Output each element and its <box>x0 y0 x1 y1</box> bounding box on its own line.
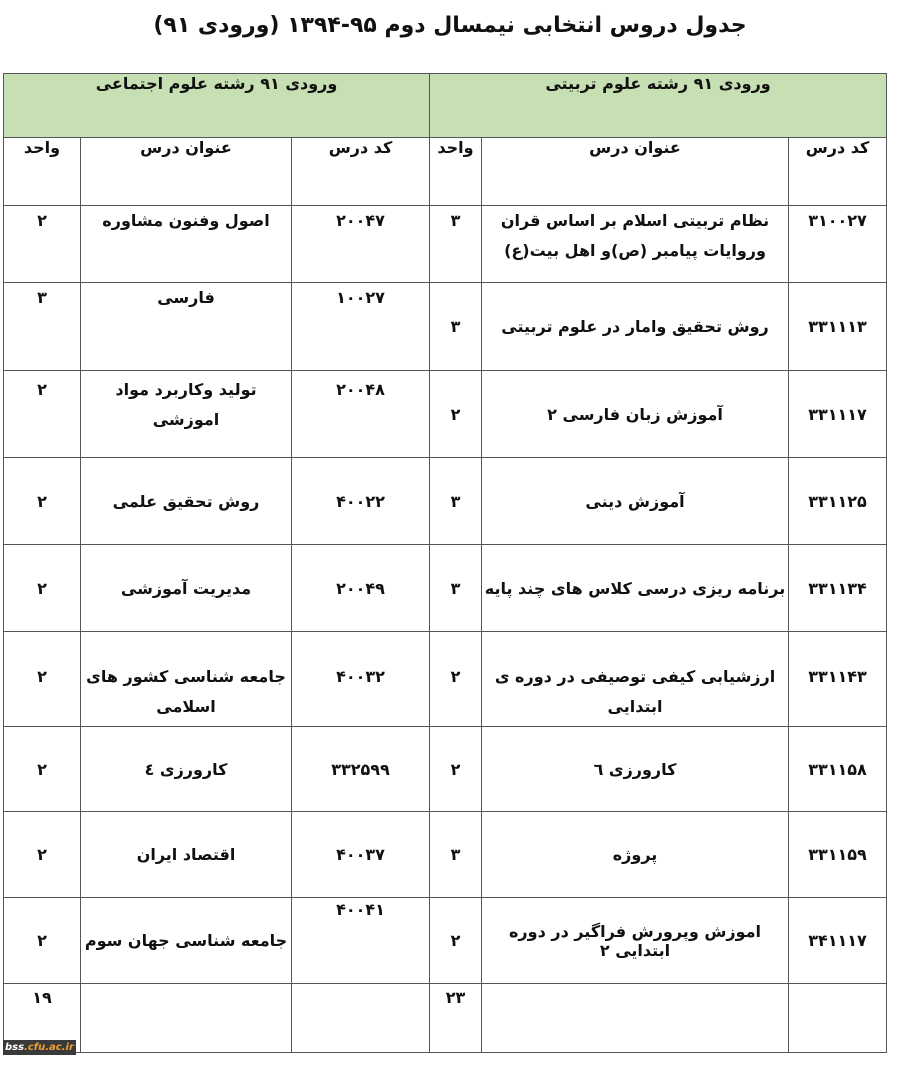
course-title: روش تحقیق وامار در علوم تربیتی <box>482 283 789 371</box>
group-header-row <box>4 74 887 138</box>
table-row <box>4 727 887 812</box>
course-title: فارسی <box>81 283 292 371</box>
total-units-social: ۱۹ <box>4 984 81 1053</box>
course-units: ۳ <box>4 283 81 371</box>
group-header-social-sciences: ورودی ۹۱ رشته علوم اجتماعی <box>4 74 430 138</box>
course-code: ۳۳۲۵۹۹ <box>292 727 430 812</box>
watermark-domain: .cfu.ac.ir <box>24 1042 74 1053</box>
course-code: ۲۰۰۴۷ <box>292 206 430 283</box>
course-units: ۳ <box>430 206 482 283</box>
col-header-code: کد درس <box>789 138 887 206</box>
course-title: نظام تربیتی اسلام بر اساس قران وروایات پیامبر (ص)و اهل بیت(ع) <box>482 206 789 283</box>
table-row <box>4 371 887 458</box>
course-code: ۴۰۰۴۱ <box>292 898 430 984</box>
course-title: ارزشیابی کیفی توصیفی در دوره ی ابتدایی <box>482 632 789 727</box>
col-header-title: عنوان درس <box>81 138 292 206</box>
course-title: مدیریت آموزشی <box>81 545 292 632</box>
course-code: ۴۰۰۳۷ <box>292 812 430 898</box>
totals-row <box>4 984 887 1053</box>
table-row <box>4 206 887 283</box>
table-row <box>4 283 887 371</box>
course-units: ۲ <box>430 371 482 458</box>
course-units: ۲ <box>4 632 81 727</box>
course-title: اقتصاد ایران <box>81 812 292 898</box>
course-title: آموزش زبان فارسی ۲ <box>482 371 789 458</box>
course-units: ۳ <box>430 458 482 545</box>
course-title: تولید وکاربرد مواد اموزشی <box>81 371 292 458</box>
course-code: ۳۱۰۰۲۷ <box>789 206 887 283</box>
course-title: آموزش دینی <box>482 458 789 545</box>
course-code: ۳۳۱۱۱۳ <box>789 283 887 371</box>
course-units: ۲ <box>4 458 81 545</box>
course-units: ۳ <box>430 812 482 898</box>
site-watermark <box>3 1040 76 1055</box>
course-code: ۳۳۱۱۴۳ <box>789 632 887 727</box>
total-units-educational: ۲۳ <box>430 984 482 1053</box>
course-code: ۳۳۱۱۵۹ <box>789 812 887 898</box>
course-title: جامعه شناسی کشور های اسلامی <box>81 632 292 727</box>
column-header-row <box>4 138 887 206</box>
course-title: برنامه ریزی درسی کلاس های چند پایه <box>482 545 789 632</box>
course-schedule-table <box>3 73 887 1053</box>
course-units: ۲ <box>4 545 81 632</box>
empty-cell <box>292 984 430 1053</box>
course-units: ۳ <box>430 545 482 632</box>
course-code: ۳۳۱۱۵۸ <box>789 727 887 812</box>
course-code: ۲۰۰۴۸ <box>292 371 430 458</box>
course-code: ۳۴۱۱۱۷ <box>789 898 887 984</box>
course-units: ۲ <box>430 632 482 727</box>
table-row <box>4 898 887 984</box>
table-row <box>4 458 887 545</box>
group-header-educational-sciences: ورودی ۹۱ رشته علوم تربیتی <box>430 74 887 138</box>
empty-cell <box>81 984 292 1053</box>
course-title: پروژه <box>482 812 789 898</box>
course-title: کارورزی ٤ <box>81 727 292 812</box>
course-units: ۲ <box>430 898 482 984</box>
course-code: ۳۳۱۱۳۴ <box>789 545 887 632</box>
course-units: ۲ <box>4 371 81 458</box>
course-code: ۳۳۱۱۲۵ <box>789 458 887 545</box>
course-code: ۳۳۱۱۱۷ <box>789 371 887 458</box>
course-code: ۴۰۰۲۲ <box>292 458 430 545</box>
course-units: ۲ <box>4 727 81 812</box>
course-title: جامعه شناسی جهان سوم <box>81 898 292 984</box>
page-title: جدول دروس انتخابی نیمسال دوم ۹۵-۱۳۹۴ (ورودی ۹۱) <box>153 13 747 38</box>
course-title: اصول وفنون مشاوره <box>81 206 292 283</box>
empty-cell <box>789 984 887 1053</box>
course-units: ۲ <box>4 206 81 283</box>
course-units: ۲ <box>4 812 81 898</box>
col-header-title: عنوان درس <box>482 138 789 206</box>
course-units: ۲ <box>4 898 81 984</box>
course-code: ۱۰۰۲۷ <box>292 283 430 371</box>
course-title: اموزش وپرورش فراگیر در دوره ابتدایی ۲ <box>482 898 789 984</box>
col-header-code: کد درس <box>292 138 430 206</box>
course-title: روش تحقیق علمی <box>81 458 292 545</box>
course-code: ۲۰۰۴۹ <box>292 545 430 632</box>
table-row <box>4 545 887 632</box>
table-row <box>4 812 887 898</box>
table-row <box>4 632 887 727</box>
col-header-units: واحد <box>4 138 81 206</box>
col-header-units: واحد <box>430 138 482 206</box>
course-code: ۴۰۰۳۲ <box>292 632 430 727</box>
watermark-prefix: bss <box>5 1042 25 1053</box>
empty-cell <box>482 984 789 1053</box>
course-units: ۳ <box>430 283 482 371</box>
course-units: ۲ <box>430 727 482 812</box>
course-title: کارورزی ٦ <box>482 727 789 812</box>
